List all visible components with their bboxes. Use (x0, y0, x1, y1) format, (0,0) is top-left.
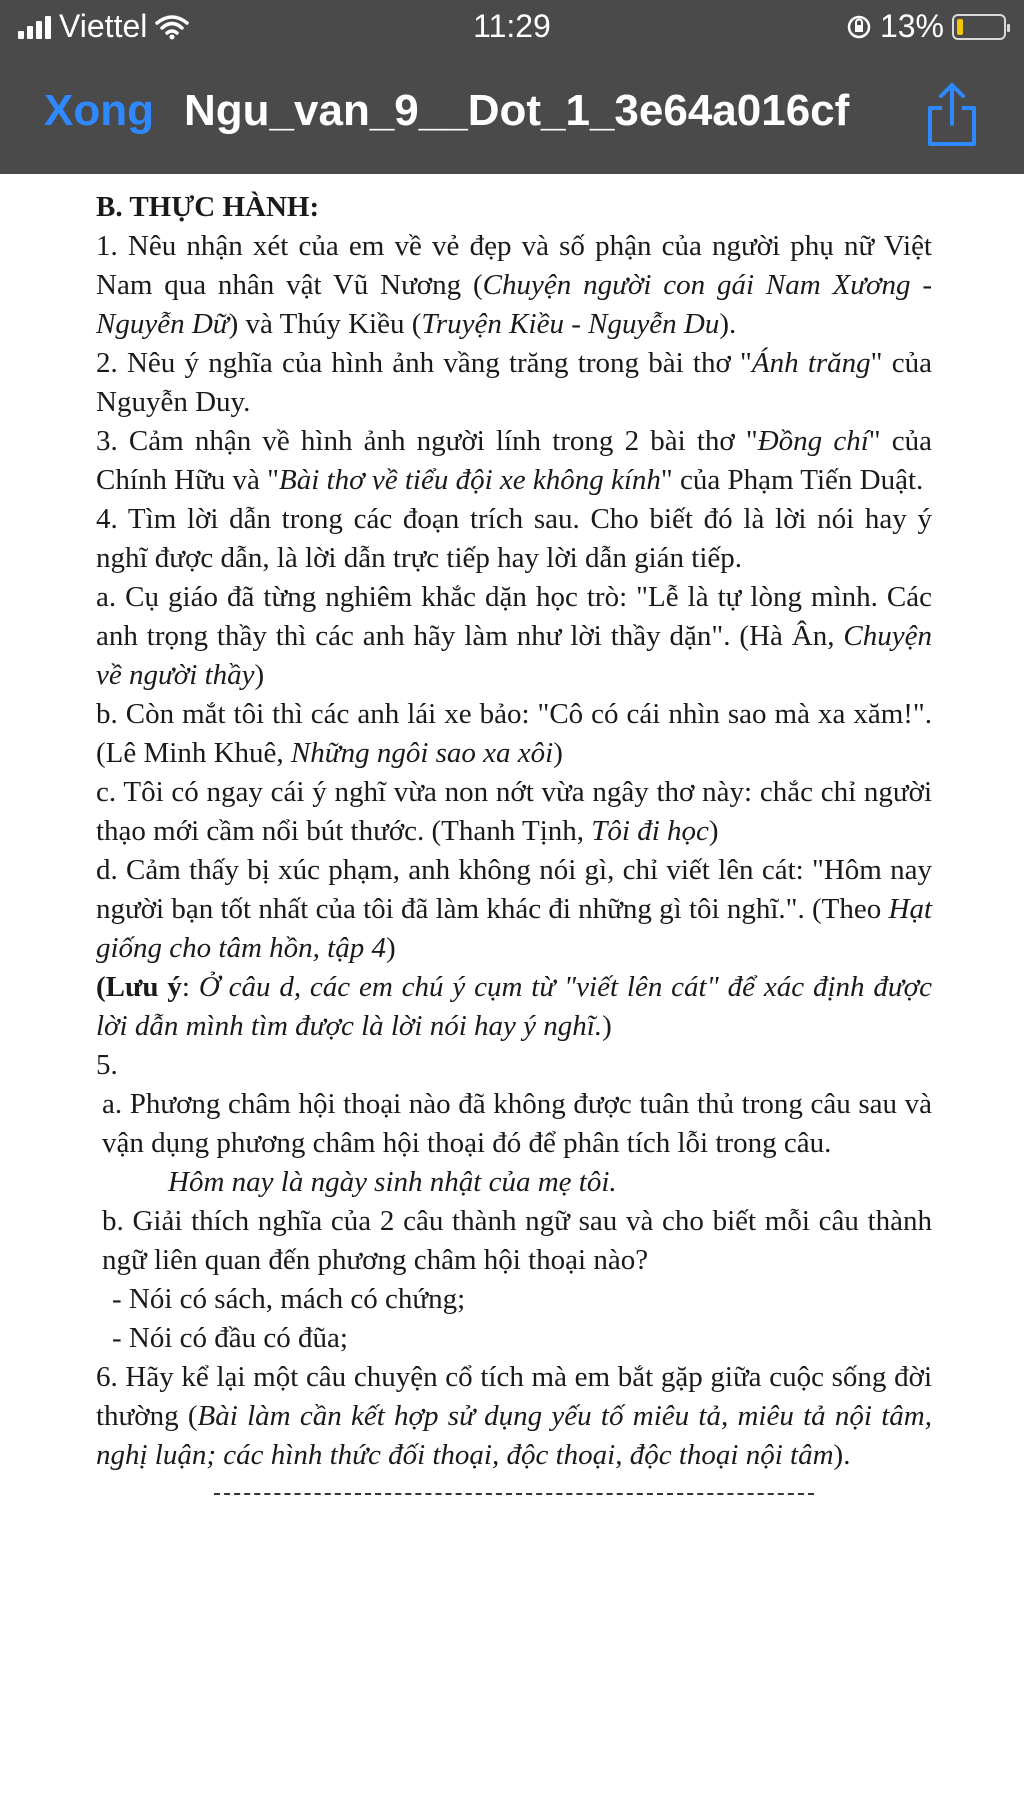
question-3 (96, 422, 932, 500)
question-6 (96, 1358, 932, 1475)
question-4b (96, 695, 932, 773)
text: 2. Nêu ý nghĩa của hình ảnh vầng trăng trong bài thơ " (96, 347, 752, 379)
note (96, 968, 932, 1046)
list-item: - Nói có đầu có đũa; (112, 1322, 348, 1354)
text: : (181, 971, 199, 1003)
document-title: Ngu_van_9__Dot_1_3e64a016cf (184, 86, 850, 135)
question-2 (96, 344, 932, 422)
question-4a (96, 578, 932, 695)
question-1 (96, 227, 932, 344)
nav-bar (0, 56, 1024, 174)
text: 3. Cảm nhận về hình ảnh người lính trong 2 bài thơ " (96, 425, 758, 457)
text-italic: Chuyện người con gái Nam Xương - Nguyễn Dữ (96, 269, 932, 340)
orientation-lock-icon (846, 14, 872, 40)
status-bar (0, 0, 1024, 56)
question-4d (96, 851, 932, 968)
text: b. Còn mắt tôi thì các anh lái xe bảo: "Cô có cái nhìn sao mà xa xăm!". (Lê Minh Khuê, (96, 698, 932, 769)
text: ) (708, 815, 719, 847)
clock: 11:29 (473, 8, 551, 44)
battery-fill (957, 19, 963, 35)
text: ) (254, 659, 265, 691)
text: ) (602, 1010, 612, 1042)
battery-icon (952, 14, 1006, 40)
carrier-label: Viettel (59, 8, 148, 44)
text: 1. Nêu nhận xét của em về vẻ đẹp và số phận của người phụ nữ Việt Nam qua nhân vật Vũ Nương ( (96, 230, 932, 301)
divider (214, 1493, 814, 1495)
text-italic: Ở câu d, các em chú ý cụm từ "viết lên cát" để xác định được lời dẫn mình tìm được là lời nói hay ý nghĩ. (96, 971, 933, 1042)
text: ). (833, 1439, 851, 1471)
document-content (0, 174, 1024, 1495)
text-italic: Ánh trăng (751, 347, 871, 379)
text-italic: Những ngôi sao xa xôi (290, 737, 554, 769)
text: ). (719, 308, 737, 340)
text: d. Cảm thấy bị xúc phạm, anh không nói gì, chỉ viết lên cát: "Hôm nay người bạn tốt nhất của tôi đã làm khác đi những gì tôi nghĩ.". (Theo (96, 854, 932, 925)
text-italic: Tôi đi học (591, 815, 709, 847)
question-5a-example: Hôm nay là ngày sinh nhật của mẹ tôi. (168, 1166, 617, 1198)
list-item: - Nói có sách, mách có chứng; (112, 1283, 466, 1315)
text: ) (553, 737, 563, 769)
note-label: (Lưu ý (96, 971, 182, 1003)
text: a. Cụ giáo đã từng nghiêm khắc dặn học trò: "Lễ là tự lòng mình. Các anh trọng thầy thì các anh hãy làm như lời thầy dặn". (Hà Ân, (96, 581, 932, 652)
text-italic: Truyện Kiều - Nguyễn Du (421, 308, 720, 340)
question-5a: a. Phương châm hội thoại nào đã không được tuân thủ trong câu sau và vận dụng phương châm hội thoại đó để phân tích lỗi trong câu. (102, 1088, 932, 1159)
text-italic: Đồng chí (757, 425, 869, 457)
question-5: 5. (96, 1049, 118, 1081)
text: ) (386, 932, 396, 964)
text: 6. Hãy kể lại một câu chuyện cổ tích mà em bắt gặp giữa cuộc sống đời thường ( (96, 1361, 932, 1432)
text: " của Nguyễn Duy. (96, 347, 932, 418)
text-italic: Bài thơ về tiểu đội xe không kính (279, 464, 661, 496)
status-right (846, 8, 1006, 45)
question-4: 4. Tìm lời dẫn trong các đoạn trích sau. Cho biết đó là lời nói hay ý nghĩ được dẫn, là lời dẫn trực tiếp hay lời dẫn gián tiếp. (96, 503, 932, 574)
question-5b: b. Giải thích nghĩa của 2 câu thành ngữ sau và cho biết mỗi câu thành ngữ liên quan đến phương châm hội thoại nào? (102, 1205, 932, 1276)
section-heading: B. THỰC HÀNH: (96, 191, 320, 223)
text-italic: Hạt giống cho tâm hồn, tập 4 (96, 893, 932, 964)
text-italic: Chuyện về người thầy (96, 620, 932, 691)
share-icon[interactable] (922, 82, 982, 148)
battery-percent: 13% (879, 8, 944, 44)
question-4c (96, 773, 932, 851)
text-italic: Bài làm cần kết hợp sử dụng yếu tố miêu tả, miêu tả nội tâm, nghị luận; các hình thức đối thoại, độc thoại, độc thoại nội tâm (96, 1400, 932, 1471)
text: " của Chính Hữu và " (96, 425, 932, 496)
done-button[interactable]: Xong (44, 86, 154, 135)
text: ) và Thúy Kiều ( (228, 308, 422, 340)
text: " của Phạm Tiến Duật. (660, 464, 924, 496)
text: c. Tôi có ngay cái ý nghĩ vừa non nớt vừa ngây thơ này: chắc chỉ người thạo mới cầm nổi bút thước. (Thanh Tịnh, (96, 776, 932, 847)
